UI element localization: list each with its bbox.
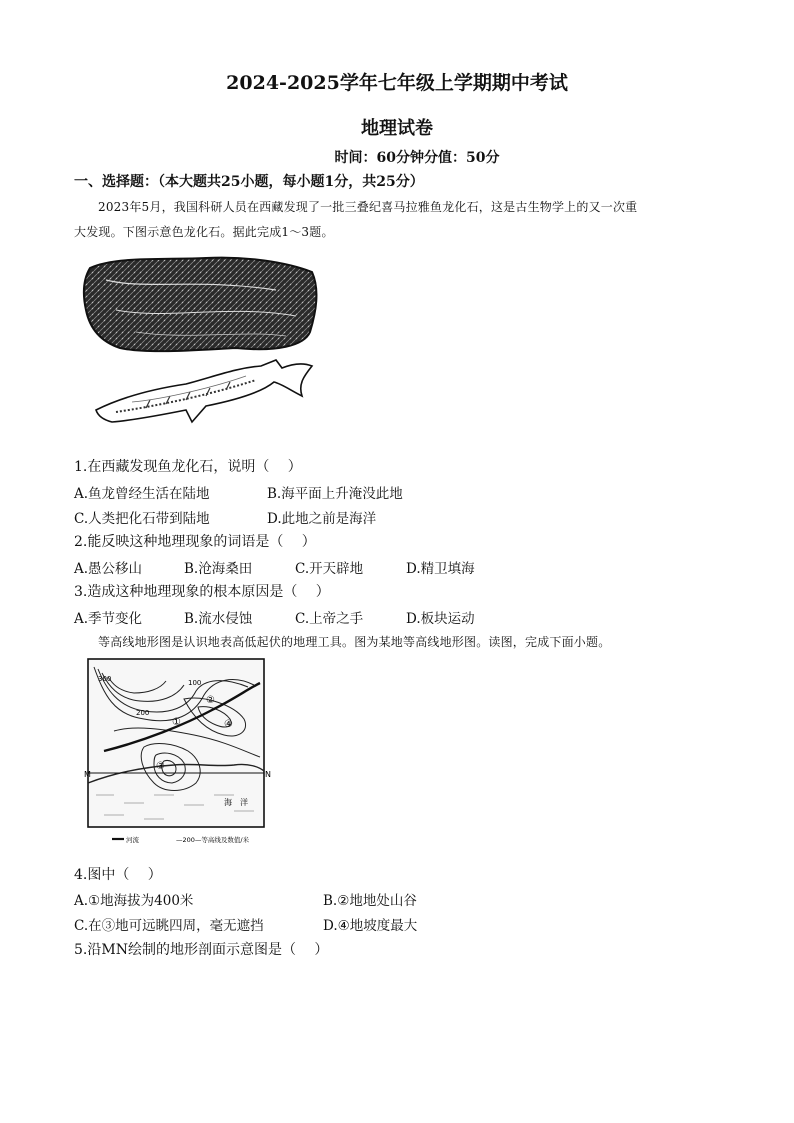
contour-map <box>84 655 270 849</box>
q4-option-c: C.在③地可远眺四周，毫无遮挡 <box>74 918 264 934</box>
q1-option-a: A.鱼龙曾经生活在陆地 <box>74 486 210 502</box>
q2-option-b: B.沧海桑田 <box>184 561 253 577</box>
question-4-stem: 4.图中（ ） <box>74 867 162 883</box>
subject-title: 地理试卷 <box>361 118 433 139</box>
marker-1: ① <box>172 717 181 728</box>
q4-option-b: B.②地地处山谷 <box>323 893 417 909</box>
ichthyosaur-outline <box>96 360 312 422</box>
question-2-stem: 2.能反映这种地理现象的词语是（ ） <box>74 534 316 550</box>
q2-option-c: C.开天辟地 <box>295 561 364 577</box>
question-1-stem: 1.在西藏发现鱼龙化石，说明（ ） <box>74 459 302 475</box>
q1-option-c: C.人类把化石带到陆地 <box>74 511 210 527</box>
q1-option-b: B.海平面上升淹没此地 <box>267 486 403 502</box>
legend-river: 河流 <box>126 836 139 844</box>
question-3-stem: 3.造成这种地理现象的根本原因是（ ） <box>74 584 330 600</box>
legend-contour: —200—等高线及数值/米 <box>176 836 250 844</box>
marker-2: ② <box>206 695 215 706</box>
fossil-illustration <box>76 250 326 442</box>
marker-3: ③ <box>156 761 165 772</box>
q2-option-a: A.愚公移山 <box>74 561 143 577</box>
label-m: M <box>84 770 91 779</box>
marker-4: ④ <box>224 719 233 730</box>
passage-line: 2023年5月，我国科研人员在西藏发现了一批三叠纪喜马拉雅鱼龙化石，这是古生物学上的又一次重 <box>98 200 638 214</box>
exam-title: 2024-2025学年七年级上学期期中考试 <box>226 72 568 94</box>
section-heading: 一、选择题：（本大题共25小题，每小题1分，共25分） <box>74 174 424 190</box>
q4-option-a: A.①地海拔为400米 <box>74 893 194 909</box>
sea-label: 海 洋 <box>224 798 248 807</box>
time-score-line: 时间：60分钟分值：50分 <box>334 150 500 166</box>
fossil-rock-slab <box>84 258 317 352</box>
q2-option-d: D.精卫填海 <box>406 561 475 577</box>
q4-option-d: D.④地坡度最大 <box>323 918 418 934</box>
q1-option-d: D.此地之前是海洋 <box>267 511 377 527</box>
passage-line: 大发现。下图示意色龙化石。据此完成1～3题。 <box>74 225 334 239</box>
q3-option-d: D.板块运动 <box>406 611 475 627</box>
question-5-stem: 5.沿MN绘制的地形剖面示意图是（ ） <box>74 942 329 958</box>
contour-label-300: 300 <box>98 675 112 683</box>
label-n: N <box>265 770 271 779</box>
q3-option-c: C.上帝之手 <box>295 611 364 627</box>
q3-option-b: B.流水侵蚀 <box>184 611 253 627</box>
contour-label-100: 100 <box>188 679 202 687</box>
contour-label-200: 200 <box>136 709 150 717</box>
q3-option-a: A.季节变化 <box>74 611 143 627</box>
passage-line: 等高线地形图是认识地表高低起伏的地理工具。图为某地等高线地形图。读图，完成下面小题。 <box>98 635 611 649</box>
